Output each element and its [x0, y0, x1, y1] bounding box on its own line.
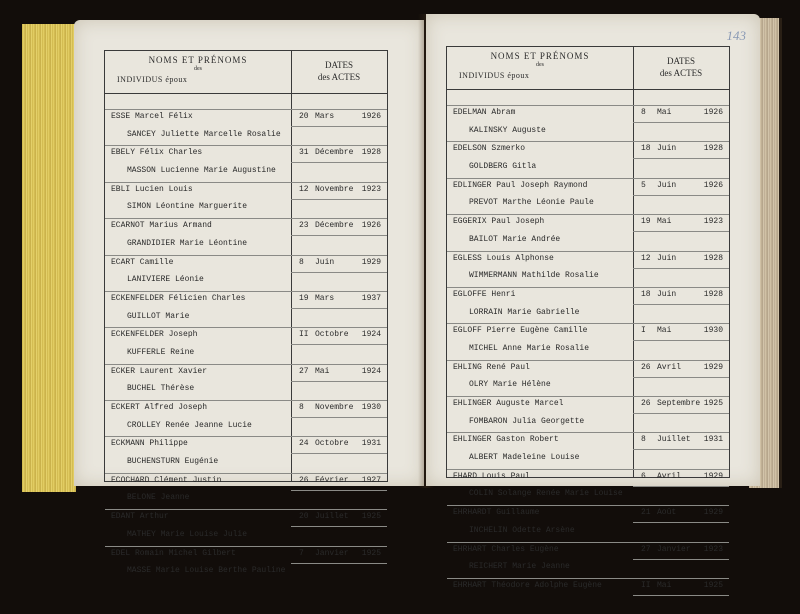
header-dates [291, 59, 387, 83]
entry-month: Mars [315, 112, 335, 121]
entry-year: 1928 [703, 289, 723, 299]
entry-spouse: LANIVIERE Léonie [127, 275, 204, 285]
entry-name: ECKENFELDER Félicien Charles [111, 293, 246, 303]
entry-day: 12 [641, 253, 651, 263]
entry-day: 8 [299, 403, 304, 412]
register-entry [105, 182, 387, 201]
entry-day: 8 [299, 257, 304, 267]
entry-month: Juin [657, 253, 677, 263]
entry-year: 1928 [703, 253, 723, 263]
table-header [105, 51, 387, 94]
entry-month: Avril [657, 471, 682, 481]
register-entry [105, 291, 387, 310]
entry-year: 1926 [703, 108, 723, 117]
register-entry-spouse [105, 273, 387, 291]
entry-year: 1929 [361, 257, 381, 267]
entry-name: ECARNOT Marius Armand [111, 221, 212, 231]
header-des: des [536, 62, 544, 68]
entry-month: Octobre [315, 330, 349, 340]
entry-month: Juin [315, 257, 335, 267]
register-entry [447, 396, 729, 415]
register-entry-spouse [105, 310, 387, 328]
entry-day: 12 [299, 184, 309, 194]
left-page [74, 20, 424, 576]
header-noms: NOMS ET PRÉNOMS [490, 51, 590, 61]
entry-day: 31 [299, 148, 309, 158]
header-dates [633, 55, 729, 79]
entry-day: 8 [641, 435, 646, 445]
left-entries [105, 109, 387, 582]
entry-month: Mai [657, 580, 672, 590]
register-entry [447, 251, 729, 270]
entry-name: EDLINGER Paul Joseph Raymond [453, 180, 588, 190]
entry-day: II [641, 580, 651, 590]
header-dates-label: DATES [666, 56, 695, 66]
register-entry [447, 505, 729, 524]
register-entry-spouse [447, 196, 729, 214]
entry-year: 1926 [361, 112, 381, 121]
register-entry-spouse [447, 160, 729, 178]
entry-month: Décembre [315, 221, 354, 231]
header-individus: INDIVIDUS époux [459, 71, 530, 80]
register-entry-spouse [447, 269, 729, 287]
entry-day: 26 [641, 362, 651, 372]
page-number: 143 [726, 28, 746, 43]
entry-spouse: MASSE Marie Louise Berthe Pauline [127, 566, 286, 576]
entry-year: 1929 [703, 508, 723, 518]
entry-month: Juin [657, 289, 677, 299]
entry-day: 20 [299, 112, 309, 121]
register-entry-spouse [105, 200, 387, 218]
register-entry-spouse [447, 415, 729, 433]
entry-spouse: CROLLEY Renée Jeanne Lucie [127, 420, 252, 430]
entry-year: 1926 [361, 221, 381, 231]
entry-spouse: BAILOT Marie Andrée [469, 234, 561, 244]
entry-day: II [299, 330, 309, 340]
entry-name: EGLOFFE Henri [453, 289, 516, 299]
entry-name: EHRHARDT Guillaume [453, 508, 540, 518]
entry-year: 1931 [361, 439, 381, 449]
entry-year: 1937 [361, 293, 381, 303]
entry-name: EDANT Arthur [111, 512, 169, 522]
entry-spouse: LORRAIN Marie Gabrielle [469, 307, 580, 317]
register-entry-spouse [105, 564, 387, 582]
register-entry [447, 542, 729, 561]
entry-year: 1929 [703, 362, 723, 372]
entry-spouse: KALINSKY Auguste [469, 125, 546, 135]
entry-spouse: OLRY Marie Hélène [469, 380, 551, 390]
entry-spouse: ALBERT Madeleine Louise [469, 453, 580, 463]
entry-month: Juillet [657, 435, 691, 445]
entry-day: 26 [641, 399, 651, 408]
entry-day: 23 [299, 221, 309, 231]
entry-month: Novembre [315, 184, 354, 194]
table-header [447, 47, 729, 90]
register-entry-spouse [447, 233, 729, 251]
register-entry-spouse [105, 491, 387, 509]
entry-spouse: BUCHENSTURN Eugénie [127, 457, 219, 467]
register-entry [105, 436, 387, 455]
entry-year: 1931 [703, 435, 723, 445]
entry-day: I [641, 326, 646, 336]
register-entry [447, 432, 729, 451]
entry-name: ECKENFELDER Joseph [111, 330, 198, 340]
entry-name: EHRHART Charles Eugène [453, 544, 559, 554]
entry-year: 1929 [703, 471, 723, 481]
register-entry [447, 323, 729, 342]
entry-month: Septembre [657, 399, 701, 408]
register-entry [105, 145, 387, 164]
register-entry [105, 400, 387, 419]
entry-spouse: MICHEL Anne Marie Rosalie [469, 343, 590, 353]
entry-name: EBLI Lucien Louis [111, 184, 193, 194]
entry-spouse: WIMMERMANN Mathilde Rosalie [469, 271, 599, 281]
entry-name: EHLINGER Auguste Marcel [453, 399, 564, 408]
register-entry [447, 360, 729, 379]
register-entry [447, 141, 729, 160]
entry-name: ECKERT Alfred Joseph [111, 403, 208, 412]
entry-day: 19 [299, 293, 309, 303]
entry-day: 7 [299, 548, 304, 558]
entry-month: Mars [315, 293, 335, 303]
register-entry-spouse [447, 597, 729, 614]
entry-month: Mai [657, 326, 672, 336]
entry-name: EHLINGER Gaston Robert [453, 435, 559, 445]
register-entry-spouse [105, 128, 387, 146]
register-entry-spouse [105, 528, 387, 546]
entry-name: EDELSON Szmerko [453, 144, 526, 154]
entry-day: 18 [641, 289, 651, 299]
register-entry [447, 578, 729, 597]
right-table [446, 46, 730, 590]
entry-month: Août [657, 508, 677, 518]
entry-month: Mai [657, 217, 672, 227]
register-entry-spouse [447, 524, 729, 542]
entry-name: EHARD Louis Paul [453, 471, 530, 481]
register-entry [447, 214, 729, 233]
register-entry [447, 105, 729, 124]
entry-spouse: SANCEY Juliette Marcelle Rosalie [127, 129, 281, 139]
entry-spouse: GRANDIDIER Marie Léontine [127, 238, 248, 248]
entry-spouse: MATHEY Marie Louise Julie [127, 529, 248, 539]
header-des: des [194, 66, 202, 72]
entry-spouse: REICHERT Marie Jeanne [469, 562, 570, 572]
entry-spouse: SIMON Léontine Marguerite [127, 202, 248, 212]
entry-year: 1928 [361, 148, 381, 158]
header-dates-label: DATES [324, 60, 353, 70]
entry-month: Novembre [315, 403, 354, 412]
entry-day: 5 [641, 180, 646, 190]
entry-spouse: BUCHEL Thérèse [127, 384, 195, 394]
entry-year: 1923 [361, 184, 381, 194]
entry-year: 1928 [703, 144, 723, 154]
entry-year: 1925 [361, 512, 381, 522]
entry-name: ESSE Marcel Félix [111, 112, 193, 121]
header-noms: NOMS ET PRÉNOMS [148, 55, 248, 65]
entry-name: ECKMANN Philippe [111, 439, 188, 449]
entry-day: 6 [641, 471, 646, 481]
entry-spouse: INCHELIN Odette Arsène [469, 525, 575, 535]
register-entry-spouse [105, 346, 387, 364]
entry-year: 1930 [703, 326, 723, 336]
entry-day: 18 [641, 144, 651, 154]
entry-name: ECART Camille [111, 257, 174, 267]
register-entry-spouse [105, 455, 387, 473]
entry-name: EBELY Félix Charles [111, 148, 203, 158]
entry-day: 19 [641, 217, 651, 227]
entry-day: 20 [299, 512, 309, 522]
entry-spouse: GOLDBERG Gitla [469, 162, 537, 172]
entry-year: 1925 [703, 399, 723, 408]
register-entry [447, 287, 729, 306]
right-page [426, 14, 760, 590]
entry-name: ECOCHARD Clément Justin [111, 475, 222, 485]
entry-month: Octobre [315, 439, 349, 449]
register-entry [105, 327, 387, 346]
entry-year: 1925 [703, 580, 723, 590]
header-des-actes: des ACTES [659, 68, 703, 78]
entry-name: EGLOFF Pierre Eugène Camille [453, 326, 588, 336]
entry-year: 1930 [361, 403, 381, 412]
header-des-actes: des ACTES [317, 72, 361, 82]
entry-month: Mai [315, 366, 330, 376]
entry-day: 8 [641, 108, 646, 117]
entry-spouse: MASSON Lucienne Marie Augustine [127, 166, 276, 176]
entry-month: Juillet [315, 512, 349, 522]
entry-name: EGLESS Louis Alphonse [453, 253, 554, 263]
entry-name: EGGERIX Paul Joseph [453, 217, 545, 227]
open-register-book [22, 14, 782, 590]
register-entry [105, 364, 387, 383]
entry-name: EDEL Romain Michel Gilbert [111, 548, 236, 558]
entry-day: 27 [641, 544, 651, 554]
register-entry [105, 109, 387, 128]
right-entries [447, 105, 729, 614]
register-entry [105, 255, 387, 274]
register-entry [105, 473, 387, 492]
entry-year: 1923 [703, 217, 723, 227]
entry-spouse: PREVOT Marthe Léonie Paule [469, 198, 594, 208]
entry-spouse: BELONE Jeanne [127, 493, 190, 503]
entry-name: EDELMAN Abram [453, 108, 516, 117]
entry-day: 21 [641, 508, 651, 518]
register-entry-spouse [447, 124, 729, 142]
entry-month: Janvier [315, 548, 349, 558]
register-entry-spouse [447, 560, 729, 578]
register-entry-spouse [105, 419, 387, 437]
entry-name: EHLING René Paul [453, 362, 530, 372]
register-entry [447, 178, 729, 197]
entry-name: ECKER Laurent Xavier [111, 366, 208, 376]
register-entry-spouse [105, 164, 387, 182]
entry-month: Juin [657, 180, 677, 190]
register-entry [447, 469, 729, 488]
entry-day: 26 [299, 475, 309, 485]
entry-spouse: FOMBARON Julia Georgette [469, 416, 585, 426]
register-entry-spouse [447, 378, 729, 396]
entry-month: Février [315, 475, 349, 485]
entry-month: Janvier [657, 544, 691, 554]
left-table [104, 50, 388, 576]
register-entry [105, 218, 387, 237]
entry-month: Décembre [315, 148, 354, 158]
register-entry-spouse [447, 306, 729, 324]
entry-year: 1925 [361, 548, 381, 558]
entry-month: Mai [657, 108, 672, 117]
entry-month: Juin [657, 144, 677, 154]
entry-spouse: COLIN Solange Renée Marie Louise [469, 489, 623, 499]
register-entry-spouse [447, 342, 729, 360]
entry-month: Avril [657, 362, 682, 372]
entry-year: 1927 [361, 475, 381, 485]
entry-spouse: KUFFERLE Reine [127, 347, 195, 357]
entry-year: 1924 [361, 366, 381, 376]
entry-spouse: GUILLOT Marie [127, 311, 190, 321]
left-page-edges [22, 24, 76, 492]
register-entry-spouse [447, 487, 729, 505]
register-entry-spouse [105, 382, 387, 400]
register-entry [105, 509, 387, 528]
entry-day: 24 [299, 439, 309, 449]
entry-year: 1924 [361, 330, 381, 340]
entry-name: EHRHART Théodore Adolphe Eugène [453, 580, 602, 590]
entry-year: 1926 [703, 180, 723, 190]
entry-day: 27 [299, 366, 309, 376]
register-entry [105, 546, 387, 565]
register-entry-spouse [447, 451, 729, 469]
header-individus: INDIVIDUS époux [117, 75, 188, 84]
entry-year: 1923 [703, 544, 723, 554]
register-entry-spouse [105, 237, 387, 255]
